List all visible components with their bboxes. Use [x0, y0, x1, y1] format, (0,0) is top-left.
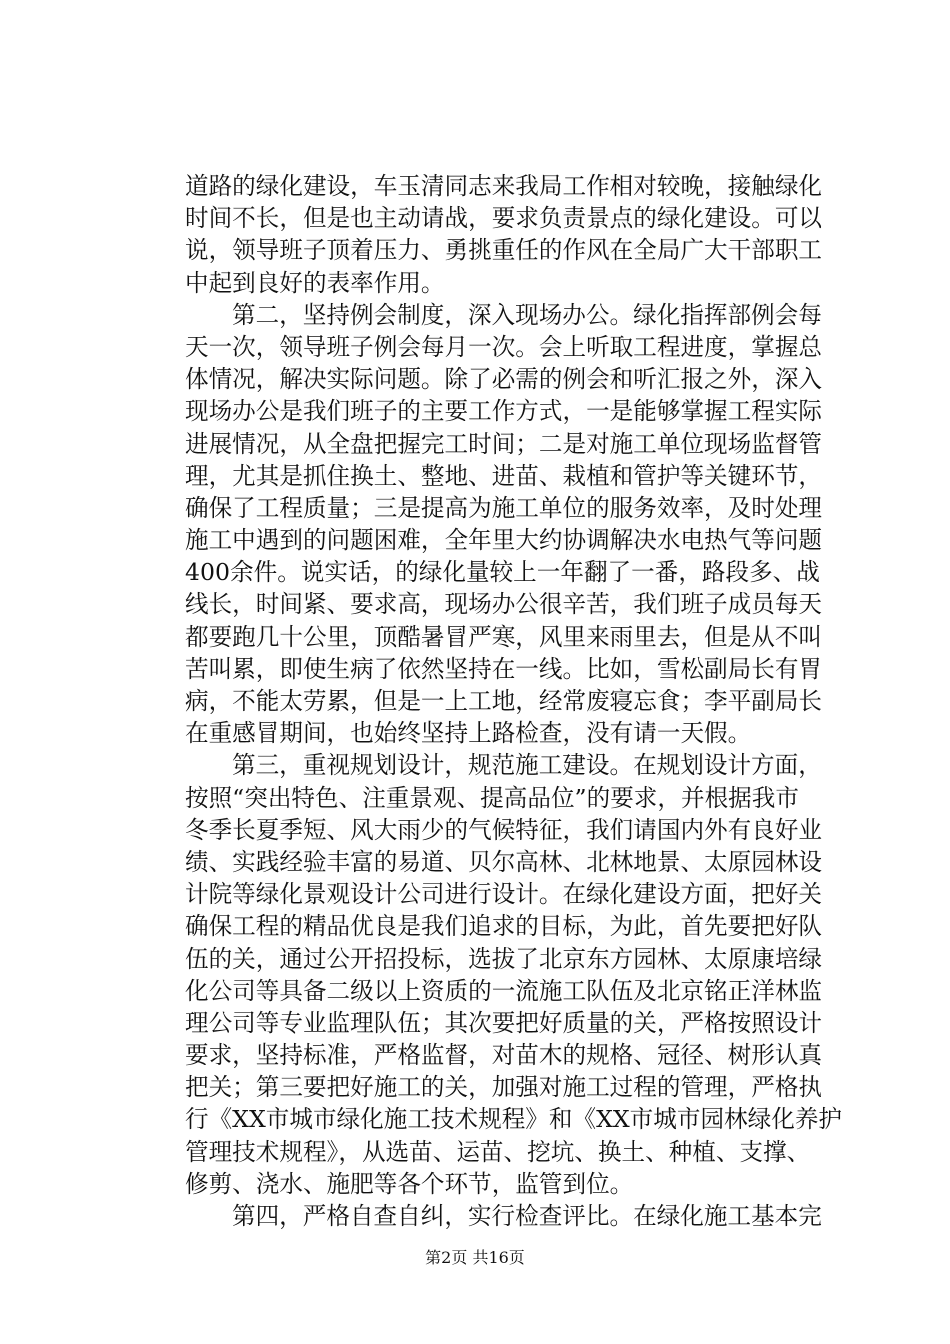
text-line: 管理技术规程》，从选苗、运苗、挖坑、换土、种植、支撑、 — [185, 1137, 811, 1166]
text-line: 按照“突出特色、注重景观、提高品位”的要求，并根据我市 — [185, 783, 799, 812]
text-line: 确保工程的精品优良是我们追求的目标，为此，首先要把好队 — [185, 912, 823, 941]
text-line: 在重感冒期间，也始终坚持上路检查，没有请一天假。 — [185, 719, 752, 748]
text-line: 化公司等具备二级以上资质的一流施工队伍及北京铭正洋林监 — [185, 976, 823, 1005]
text-line: 伍的关，通过公开招投标，选拔了北京东方园林、太原康培绿 — [185, 944, 823, 973]
text-line: 说，领导班子顶着压力、勇挑重任的作风在全局广大干部职工 — [185, 236, 823, 265]
text-line: 第三，重视规划设计，规范施工建设。在规划设计方面， — [232, 751, 822, 780]
text-line: 第四，严格自查自纠，实行检查评比。在绿化施工基本完 — [232, 1202, 822, 1230]
text-line: 确保了工程质量；三是提高为施工单位的服务效率，及时处理 — [185, 493, 823, 522]
text-line: 要求，坚持标准，严格监督，对苗木的规格、冠径、树形认真 — [185, 1041, 823, 1070]
text-line: 体情况，解决实际问题。除了必需的例会和听汇报之外，深入 — [185, 365, 823, 394]
text-line: 病，不能太劳累，但是一上工地，经常废寝忘食；李平副局长 — [185, 687, 823, 715]
text-line: 计院等绿化景观设计公司进行设计。在绿化建设方面，把好关 — [185, 880, 823, 909]
text-line: 现场办公是我们班子的主要工作方式，一是能够掌握工程实际 — [185, 397, 823, 426]
text-line: 把关；第三要把好施工的关，加强对施工过程的管理，严格执 — [185, 1073, 823, 1102]
text-line: 冬季长夏季短、风大雨少的气候特征，我们请国内外有良好业 — [185, 815, 823, 844]
text-line: 理，尤其是抓住换土、整地、进苗、栽植和管护等关键环节， — [185, 461, 823, 490]
body-text — [185, 170, 843, 1232]
text-line: 施工中遇到的问题困难，全年里大约协调解决水电热气等问题 — [185, 526, 823, 555]
text-line: 理公司等专业监理队伍；其次要把好质量的关，严格按照设计 — [185, 1008, 823, 1037]
text-line: 中起到良好的表率作用。 — [185, 268, 445, 297]
text-line: 苦叫累，即使生病了依然坚持在一线。比如，雪松副局长有胃 — [185, 654, 823, 683]
text-line: 天一次，领导班子例会每月一次。会上听取工程进度，掌握总 — [185, 332, 823, 361]
page-footer: 第2页 共16页 — [425, 1248, 525, 1267]
text-line: 进展情况，从全盘把握完工时间；二是对施工单位现场监督管 — [185, 429, 823, 458]
text-line: 修剪、浇水、施肥等各个环节，监管到位。 — [185, 1169, 634, 1198]
text-line: 都要跑几十公里，顶酷暑冒严寒，风里来雨里去，但是从不叫 — [185, 622, 823, 651]
text-line: 行《XX市城市绿化施工技术规程》和《XX市城市园林绿化养护 — [185, 1105, 843, 1134]
text-line: 400余件。说实话，的绿化量较上一年翻了一番，路段多、战 — [185, 558, 820, 587]
text-line: 时间不长，但是也主动请战，要求负责景点的绿化建设。可以 — [185, 204, 823, 233]
text-line: 第二，坚持例会制度，深入现场办公。绿化指挥部例会每 — [232, 300, 822, 329]
text-line: 绩、实践经验丰富的易道、贝尔高林、北林地景、太原园林设 — [185, 847, 823, 876]
text-line: 线长，时间紧、要求高，现场办公很辛苦，我们班子成员每天 — [185, 590, 823, 619]
text-line: 道路的绿化建设，车玉清同志来我局工作相对较晚，接触绿化 — [185, 172, 823, 200]
